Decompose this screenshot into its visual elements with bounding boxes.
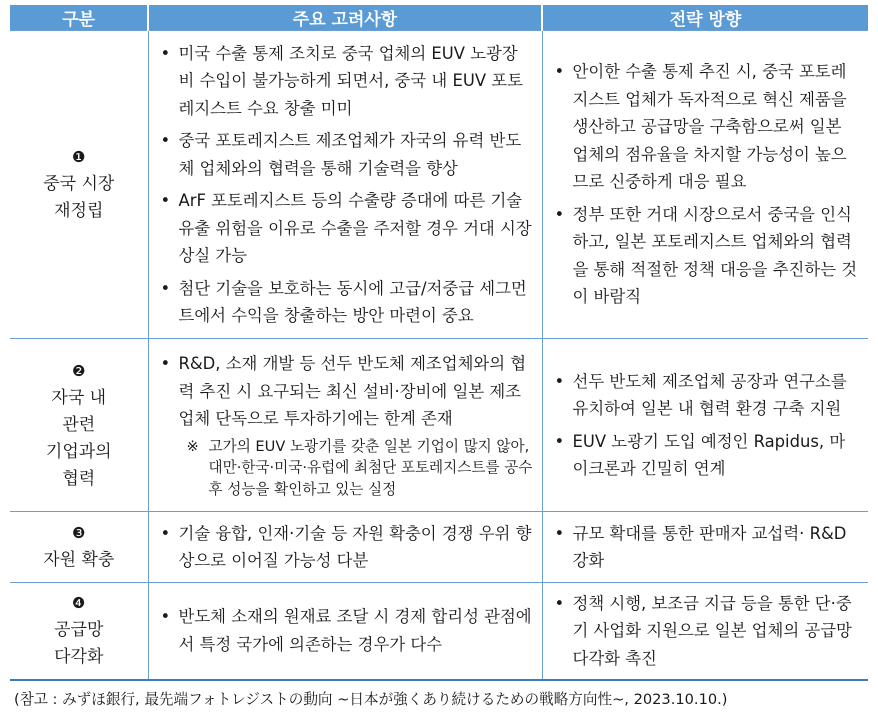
list-item: [161, 350, 534, 433]
bullet-icon: •: [554, 523, 565, 543]
table-row: [10, 339, 868, 512]
bullet-icon: •: [160, 278, 171, 298]
list-item: [161, 40, 534, 123]
bullet-icon: •: [160, 43, 171, 63]
list-item: [161, 127, 534, 182]
number-four-icon: ❹: [72, 594, 86, 613]
strategy-cell: [542, 583, 868, 680]
strategy-cell: [542, 31, 868, 339]
strategy-table: [10, 5, 868, 681]
bullet-icon: •: [554, 593, 565, 613]
list-item-text: 안이한 수출 통제 추진 시, 중국 포토레지스트 업체가 독자적으로 혁신 제품을 생산하고 공급망을 구축함으로써 일본 업체의 점유율을 차지할 가능성이 높으므로 신중하게 대응 필요: [572, 62, 847, 192]
considerations-cell: [148, 512, 542, 583]
list-item-text: R&D, 소재 개발 등 선두 반도체 제조업체와의 협력 추진 시 요구되는 최신 설비·장비에 일본 제조업체 단독으로 투자하기에는 한계 존재: [178, 354, 527, 428]
list-item: [161, 275, 534, 330]
list-item: [161, 520, 534, 575]
bullet-icon: •: [554, 62, 565, 82]
table-row: [10, 512, 868, 583]
list-item-text: 반도체 소재의 원재료 조달 시 경제 합리성 관점에서 특정 국가에 의존하는 경우가 다수: [178, 607, 532, 654]
category-cell: [10, 31, 148, 339]
category-cell: [10, 583, 148, 680]
bullet-icon: •: [160, 191, 171, 210]
number-two-icon: ❷: [72, 361, 86, 380]
category-line: 재정립: [54, 201, 104, 221]
category-cell: [10, 339, 148, 512]
list-item: [161, 187, 534, 270]
considerations-cell: [148, 31, 542, 339]
table-header-row: [10, 5, 868, 31]
list-item: [555, 58, 861, 196]
list-item-text: 기술 융합, 인재·기술 등 자원 확충이 경쟁 우위 향상으로 이어질 가능성 다분: [178, 523, 532, 570]
list-item: [161, 603, 534, 658]
list-item-text: 중국 포토레지스트 제조업체가 자국의 유력 반도체 업체와의 협력을 통해 기술력을 향상: [178, 131, 522, 178]
header-strategy: 전략 방향: [542, 5, 868, 31]
considerations-cell: [148, 339, 542, 512]
number-three-icon: ❸: [72, 524, 86, 542]
list-item-text: EUV 노광기 도입 예정인 Rapidus, 마이크론과 긴밀히 연계: [572, 431, 846, 478]
list-item-text: 첨단 기술을 보호하는 동시에 고급/저중급 세그먼트에서 수익을 창출하는 방안 마련이 중요: [178, 278, 527, 325]
header-considerations: 주요 고려사항: [148, 5, 542, 31]
bullet-icon: •: [554, 431, 565, 451]
category-line: 관련: [62, 414, 96, 435]
number-one-icon: ❶: [72, 148, 86, 166]
strategy-cell: [542, 339, 868, 512]
list-item: [555, 428, 861, 483]
footnote-text: 고가의 EUV 노광기를 갖춘 일본 기업이 많지 않아, 대만·한국·미국·유럽에 최첨단 포토레지스트를 공수 후 성능을 확인하고 있는 실정: [208, 437, 533, 498]
list-item-text: 정부 또한 거대 시장으로서 중국을 인식하고, 일본 포토레지스트 업체와의 협력을 통해 적절한 정책 대응을 추진하는 것이 바람직: [572, 204, 858, 307]
list-item: [555, 201, 861, 311]
bullet-icon: •: [160, 607, 171, 627]
list-item: [555, 368, 861, 423]
category-line: 자국 내: [51, 387, 107, 408]
header-category: 구분: [10, 5, 148, 31]
list-item-text: 정책 시행, 보조금 지급 등을 통한 단·중기 사업화 지원으로 일본 업체의 공급망 다각화 촉진: [572, 593, 852, 668]
reference-mark-icon: ※: [186, 437, 199, 455]
bullet-icon: •: [160, 131, 171, 150]
bullet-icon: •: [554, 371, 565, 391]
list-item-text: ArF 포토레지스트 등의 수출량 증대에 따른 기술 유출 위험을 이유로 수출을 주저할 경우 거대 시장 상실 가능: [178, 191, 532, 265]
category-line: 기업과의: [45, 441, 112, 462]
category-line: 자원 확충: [43, 550, 115, 570]
bullet-icon: •: [160, 523, 171, 543]
list-item-text: 선두 반도체 제조업체 공장과 연구소를 유치하여 일본 내 협력 환경 구축 지원: [572, 371, 847, 418]
list-item-text: 미국 수출 통제 조치로 중국 업체의 EUV 노광장비 수입이 불가능하게 되면서, 중국 내 EUV 포토레지스트 수요 창출 미미: [178, 43, 523, 118]
list-item: [555, 520, 861, 575]
bullet-icon: •: [554, 204, 565, 224]
category-line: 협력: [62, 468, 96, 489]
footnote: [187, 436, 534, 501]
table-row: [10, 31, 868, 339]
strategy-cell: [542, 512, 868, 583]
category-cell: [10, 512, 148, 583]
considerations-cell: [148, 583, 542, 680]
table-row: [10, 583, 868, 680]
category-line: 공급망: [54, 620, 104, 641]
list-item: [555, 590, 861, 673]
list-item-text: 규모 확대를 통한 판매자 교섭력· R&D 강화: [572, 523, 847, 570]
bullet-icon: •: [160, 354, 171, 373]
source-citation: (참고 : みずほ銀行, 最先端フォトレジストの動向 ~日本が強くあり続けるための戦略方向性~, 2023.10.10.): [14, 691, 728, 708]
category-line: 중국 시장: [43, 174, 115, 194]
category-line: 다각화: [54, 647, 104, 668]
